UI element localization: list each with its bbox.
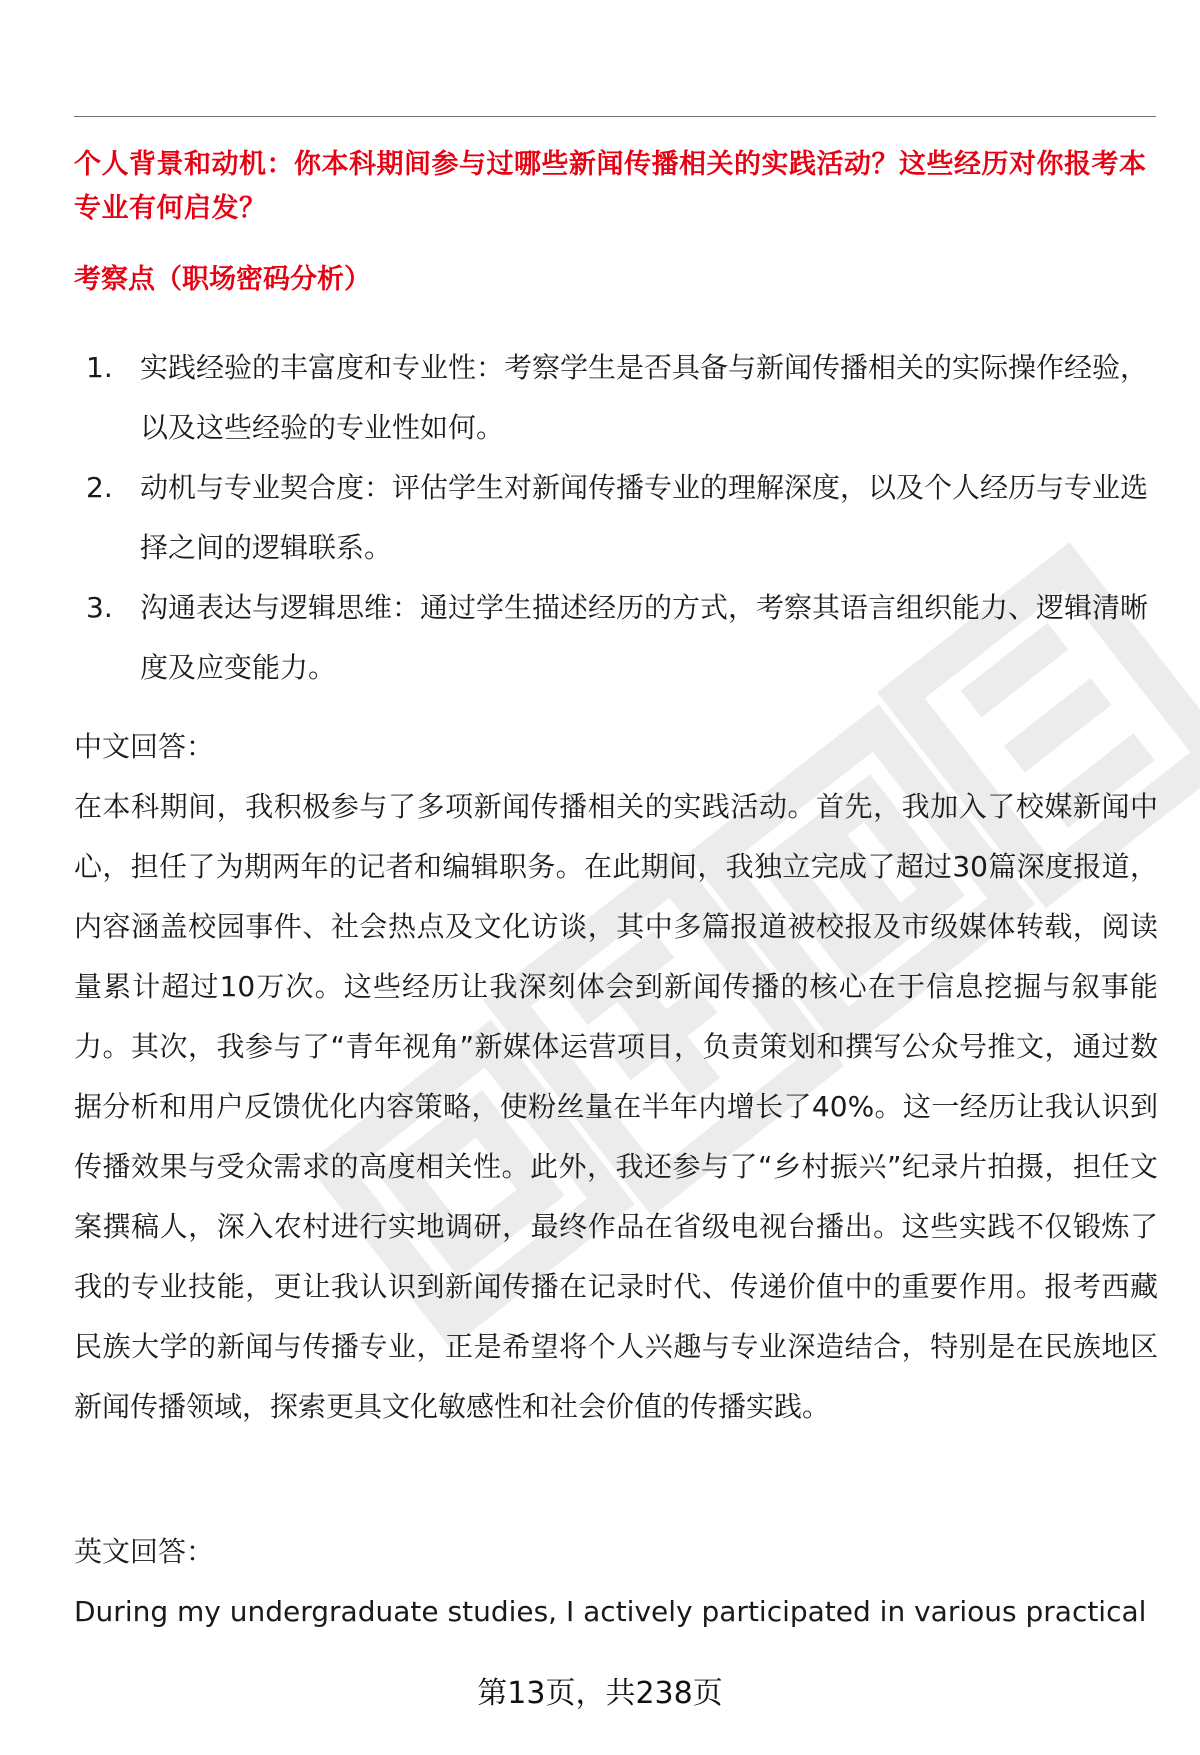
assessment-points-list [74,338,1156,698]
page-indicator: 第13页，共238页 [477,1676,723,1711]
list-item-number: 3. [86,591,113,624]
list-item-text: 实践经验的丰富度和专业性：考察学生是否具备与新闻传播相关的实际操作经验，以及这些经验的专业性如何。 [140,351,1149,444]
list-item-number: 1. [86,351,113,384]
list-item-number: 2. [86,471,113,504]
list-item-text: 沟通表达与逻辑思维：通过学生描述经历的方式，考察其语言组织能力、逻辑清晰度及应变能力。 [140,591,1149,684]
english-answer-body: During my undergraduate studies, I actively participated in various practical [74,1595,1147,1628]
chinese-answer-label: 中文回答： [74,730,215,763]
header-rule [74,116,1156,117]
list-item [74,458,1156,578]
list-item [74,338,1156,458]
english-answer-label: 英文回答： [74,1535,215,1568]
question-title: 个人背景和动机：你本科期间参与过哪些新闻传播相关的实践活动？这些经历对你报考本专业有何启发？ [74,149,1147,224]
list-item [74,578,1156,698]
list-item-text: 动机与专业契合度：评估学生对新闻传播专业的理解深度，以及个人经历与专业选择之间的逻辑联系。 [140,471,1149,564]
focus-heading: 考察点（职场密码分析） [74,264,371,295]
chinese-answer-body: 在本科期间，我积极参与了多项新闻传播相关的实践活动。首先，我加入了校媒新闻中心，担任了为期两年的记者和编辑职务。在此期间，我独立完成了超过30篇深度报道，内容涵盖校园事件、社会热点及文化访谈，其中多篇报道被校报及市级媒体转载，阅读量累计超过10万次。这些经历让我深刻体会到新闻传播的核心在于信息挖掘与叙事能力。其次，我参与了“青年视角”新媒体运营项目，负责策划和撰写公众号推文，通过数据分析和用户反馈优化内容策略，使粉丝量在半年内增长了40%。这一经历让我认识到传播效果与受众需求的高度相关性。此外，我还参与了“乡村振兴”纪录片拍摄，担任文案撰稿人，深入农村进行实地调研，最终作品在省级电视台播出。这些实践不仅锻炼了我的专业技能，更让我认识到新闻传播在记录时代、传递价值中的重要作用。报考西藏民族大学的新闻与传播专业，正是希望将个人兴趣与专业深造结合，特别是在民族地区新闻传播领域，探索更具文化敏感性和社会价值的传播实践。 [74,790,1158,1423]
